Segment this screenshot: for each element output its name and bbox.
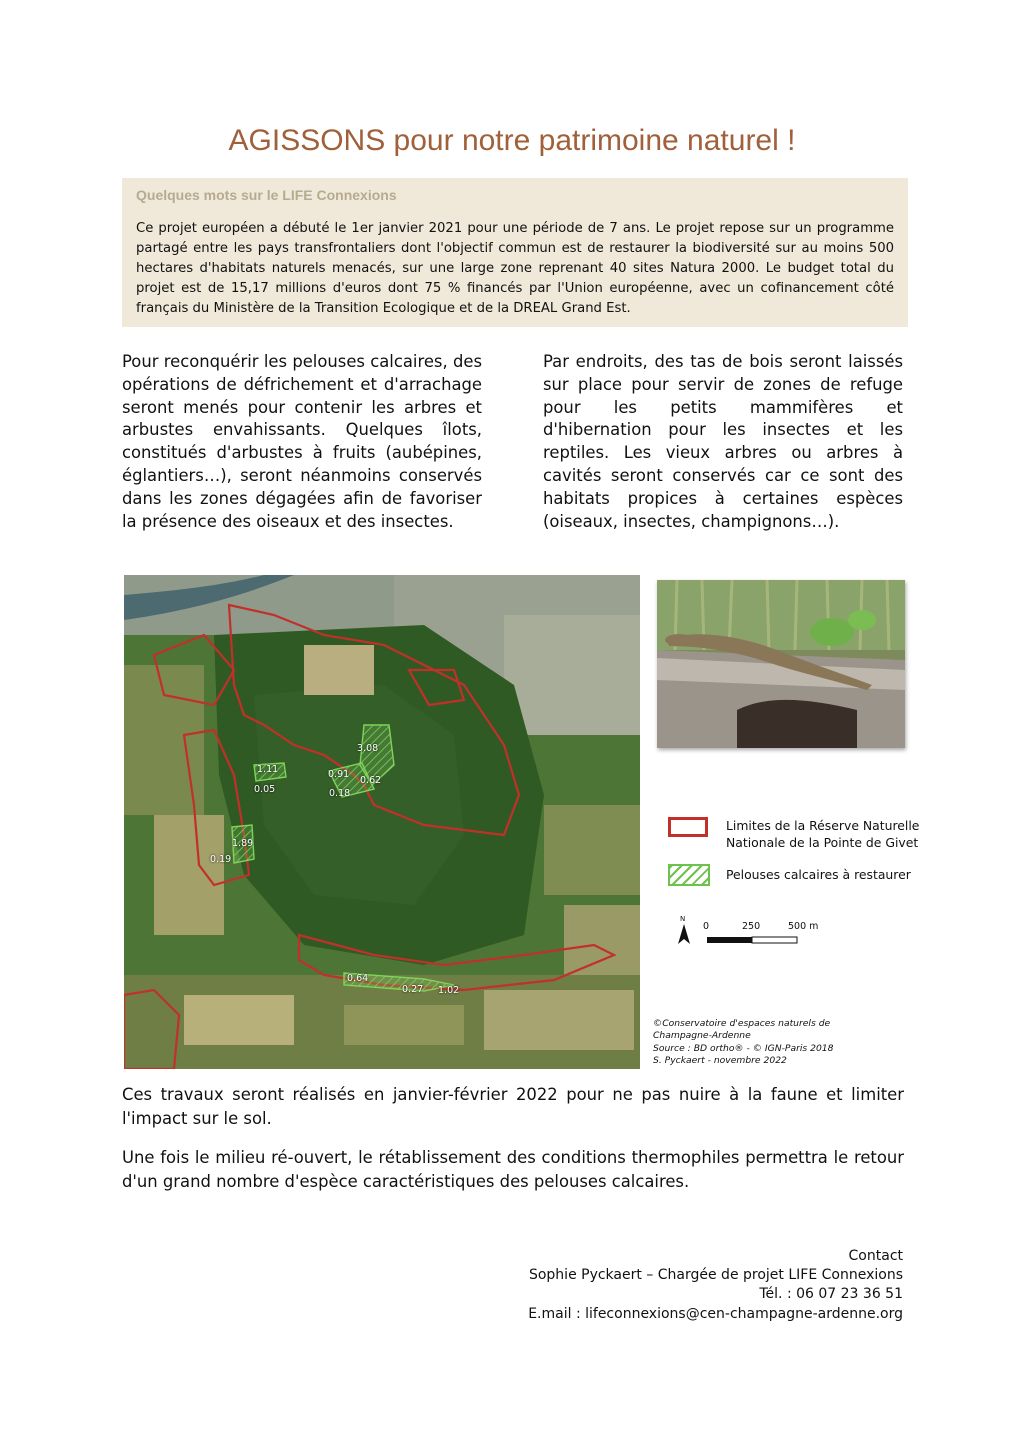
intro-text: Ce projet européen a débuté le 1er janvier 2021 pour une période de 7 ans. Le projet repose sur un programme partagé entre les pays transfrontaliers dont l'objectif commun est de restaurer la biodiversité sur au moins 500 hectares d'habitats naturels menacés, sur une large zone reprenant 40 sites Natura 2000. Le budget total du projet est de 15,17 millions d'euros dont 75 % financés par l'Union européenne, avec un cofinancement côté français du Ministère de la Transition Ecologique et de la DREAL Grand Est.: [136, 221, 894, 316]
left-column-text: Pour reconquérir les pelouses calcaires, des opérations de défrichement et d'arrachage seront menés pour contenir les arbres et arbustes envahissants. Quelques îlots, constitués d'arbustes à fruits (aubépines, églantiers…), seront néanmoins conservés dans les zones dégagées afin de favoriser la présence des oiseaux et des insectes.: [122, 352, 482, 531]
reopen-paragraph: Une fois le milieu ré-ouvert, le rétablissement des conditions thermophiles permettra le retour d'un grand nombre d'espèce caractéristiques des pelouses calcaires.: [122, 1148, 904, 1191]
contact-block: [528, 1247, 903, 1324]
scale-500: 500 m: [788, 921, 819, 932]
lizard-photo-image: [657, 580, 905, 748]
map-label: 1.11: [257, 764, 279, 775]
legend-reserve-label: Limites de la Réserve Naturelle Nationale de la Pointe de Givet: [726, 818, 920, 850]
legend-pelouses-swatch: [668, 864, 710, 886]
right-column-text: Par endroits, des tas de bois seront laissés sur place pour servir de zones de refuge pour les petits mammifères et d'hibernation pour les insectes et les reptiles. Les vieux arbres ou arbres à cavités seront conservés car ce sont des habitats propices à certaines espèces (oiseaux, insectes, champignons…).: [543, 352, 903, 531]
map-label: 0.05: [254, 784, 276, 795]
scale-250: 250: [742, 921, 761, 932]
page-title: AGISSONS pour notre patrimoine naturel !: [228, 124, 796, 157]
legend-reserve-swatch: [668, 817, 708, 837]
intro-box: [122, 178, 908, 327]
north-arrow-icon: [678, 924, 690, 944]
aerial-map: [124, 575, 640, 1069]
map-label: 0.18: [329, 788, 351, 799]
aerial-map-image: [124, 575, 640, 1069]
contact-phone: Tél. : 06 07 23 36 51: [759, 1286, 903, 1303]
map-label: 0.91: [328, 769, 350, 780]
contact-name: Sophie Pyckaert – Chargée de projet LIFE Connexions: [528, 1267, 903, 1284]
contact-email[interactable]: E.mail : lifeconnexions@cen-champagne-ardenne.org: [528, 1305, 903, 1322]
map-label: 1.02: [438, 985, 460, 996]
map-label: 1.89: [232, 838, 254, 849]
credit-line-3: S. Pyckaert - novembre 2022: [653, 1055, 787, 1067]
intro-heading: Quelques mots sur le LIFE Connexions: [136, 187, 397, 203]
map-label: 0.27: [402, 984, 424, 995]
map-label: 0.19: [210, 854, 232, 865]
legend-pelouses-label: Pelouses calcaires à restaurer: [726, 867, 911, 882]
works-paragraph: Ces travaux seront réalisés en janvier-février 2022 pour ne pas nuire à la faune et limiter l'impact sur le sol.: [122, 1085, 904, 1128]
credit-line-2: Source : BD ortho® - © IGN-Paris 2018: [653, 1042, 834, 1054]
map-label: 0.64: [347, 973, 369, 984]
north-label: N: [680, 915, 686, 923]
map-label: 3.08: [357, 743, 379, 754]
scale-0: 0: [703, 921, 710, 932]
credit-line-1: ©Conservatoire d'espaces naturels de Champagne-Ardenne: [653, 1018, 831, 1042]
contact-label: Contact: [848, 1248, 903, 1264]
map-credit: [653, 1018, 883, 1068]
lizard-photo: [657, 580, 905, 748]
scale-bar: [676, 915, 836, 950]
map-label: 0.62: [360, 775, 382, 786]
